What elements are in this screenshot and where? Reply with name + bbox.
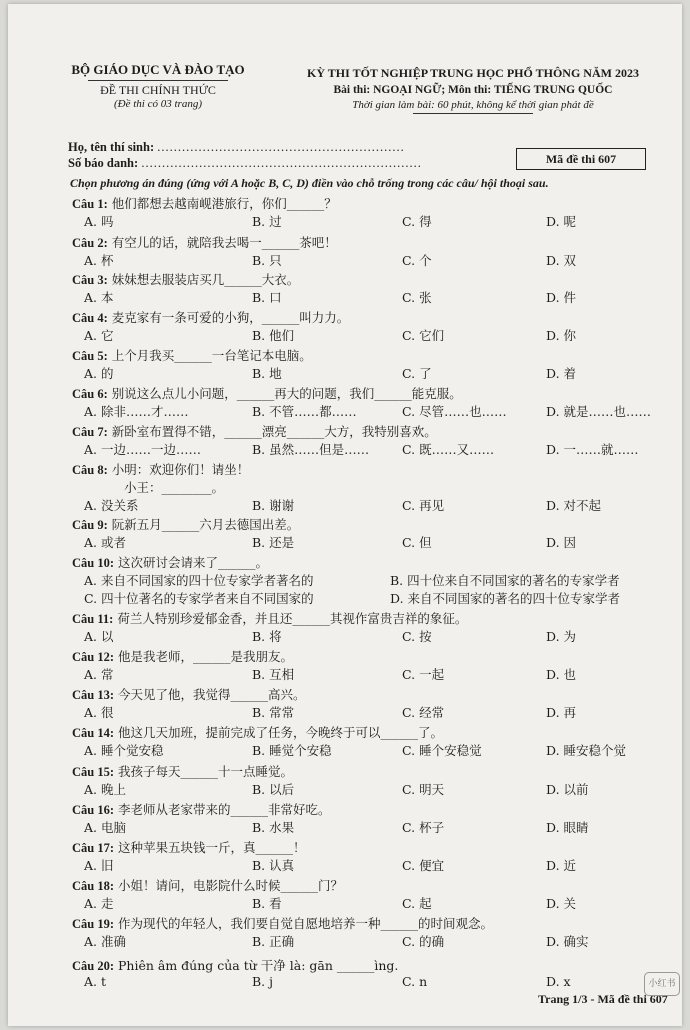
question	[72, 346, 662, 382]
question-stem	[72, 914, 662, 932]
option-c[interactable]: C. 再见	[402, 498, 445, 513]
question-text: 他们都想去越南岘港旅行，你们______？	[111, 196, 337, 211]
question-stem	[72, 956, 662, 974]
option-a[interactable]: A. 它	[84, 328, 114, 343]
option-d[interactable]: D. 着	[546, 366, 577, 381]
question-number: Câu 4:	[72, 311, 108, 325]
option-a[interactable]: A. 一边……一边……	[84, 442, 201, 457]
option-a[interactable]: A. 睡个觉安稳	[84, 743, 164, 758]
option-c[interactable]: C. 得	[402, 214, 432, 229]
option-a[interactable]: A. 电脑	[84, 820, 126, 835]
instruction: Chọn phương án đúng (ứng với A hoặc B, C, D) điền vào chỗ trống trong các câu/ hội thoại sau.	[70, 176, 549, 190]
option-b[interactable]: B. 以后	[252, 782, 295, 797]
question-stem	[72, 460, 662, 478]
question	[72, 800, 662, 836]
question-stem	[72, 422, 662, 440]
option-d[interactable]: D. 为	[546, 629, 577, 644]
option-a[interactable]: A. 旧	[84, 858, 114, 873]
question-stem	[72, 609, 662, 627]
question-number: Câu 6:	[72, 387, 108, 401]
question	[72, 194, 662, 230]
question-number: Câu 2:	[72, 236, 108, 250]
question-text: Phiên âm đúng của từ 干净 là: gān ______ìng.	[118, 958, 399, 973]
question-stem	[72, 647, 662, 665]
question-text: 这次研讨会请来了______。	[118, 555, 269, 570]
question	[72, 685, 662, 721]
question-stem	[72, 194, 662, 212]
dotted-line: ....................................................................	[141, 156, 422, 170]
question-stem	[72, 876, 662, 894]
option-b[interactable]: B. 还是	[252, 535, 295, 550]
exam-code-box: Mã đề thi 607	[516, 148, 646, 170]
option-b[interactable]: B. 正确	[252, 934, 295, 949]
option-c[interactable]: C. 起	[402, 896, 432, 911]
ministry-name: BỘ GIÁO DỤC VÀ ĐÀO TẠO	[71, 62, 245, 77]
question	[72, 762, 662, 798]
question-stem	[72, 384, 662, 402]
exam-page	[8, 4, 682, 1026]
question-number: Câu 1:	[72, 197, 108, 211]
question-text: 有空儿的话，就陪我去喝一______茶吧！	[111, 235, 337, 250]
option-a[interactable]: A. 的	[84, 366, 114, 381]
option-a[interactable]: A. 本	[84, 290, 114, 305]
option-d[interactable]: D. 就是……也……	[546, 404, 652, 419]
option-d[interactable]: D. 双	[546, 253, 577, 268]
option-c[interactable]: C. 了	[402, 366, 432, 381]
option-c[interactable]: C. 的确	[402, 934, 445, 949]
dotted-line: ............................................................	[157, 140, 405, 154]
option-a[interactable]: A. 吗	[84, 214, 114, 229]
question-number: Câu 9:	[72, 518, 108, 532]
divider	[413, 113, 533, 114]
option-d[interactable]: D. 来自不同国家的著名的四十位专家学者	[390, 591, 621, 606]
option-c[interactable]: C. 但	[402, 535, 432, 550]
question	[72, 233, 662, 269]
option-b[interactable]: B. 只	[252, 253, 282, 268]
question	[72, 838, 662, 874]
question-number: Câu 16:	[72, 803, 115, 817]
question	[72, 609, 662, 645]
header-left	[48, 62, 268, 110]
question	[72, 553, 662, 607]
option-b[interactable]: B. 水果	[252, 820, 295, 835]
option-a[interactable]: A. 或者	[84, 535, 126, 550]
option-b[interactable]: B. 不管……都……	[252, 404, 357, 419]
option-c[interactable]: C. 便宜	[402, 858, 445, 873]
question-text: 我孩子每天______十一点睡觉。	[118, 764, 294, 779]
question-number: Câu 5:	[72, 349, 108, 363]
time-limit: Thời gian làm bài: 60 phút, không kể thời gian phát đề	[352, 99, 594, 111]
question-stem	[72, 233, 662, 251]
option-c[interactable]: C. 个	[402, 253, 432, 268]
option-d[interactable]: D. 近	[546, 858, 577, 873]
question	[72, 647, 662, 683]
question-number: Câu 17:	[72, 841, 115, 855]
question-number: Câu 11:	[72, 612, 114, 626]
question-stem	[72, 270, 662, 288]
option-d[interactable]: D. 件	[546, 290, 577, 305]
option-b[interactable]: B. 睡觉个安稳	[252, 743, 332, 758]
option-a[interactable]: A. 常	[84, 667, 114, 682]
candidate-id-field	[68, 156, 422, 171]
option-a[interactable]: A. 以	[84, 629, 114, 644]
header-right	[288, 66, 658, 114]
option-c[interactable]: C. 按	[402, 629, 432, 644]
question-text: 麦克家有一条可爱的小狗，______叫力力。	[111, 310, 350, 325]
option-b[interactable]: B. 虽然……但是……	[252, 442, 370, 457]
candidate-name-label: Họ, tên thí sinh:	[68, 140, 155, 154]
candidate-id-label: Số báo danh:	[68, 156, 139, 170]
question	[72, 270, 662, 306]
option-b[interactable]: B. j	[252, 974, 274, 989]
question-stem	[72, 553, 662, 571]
option-c[interactable]: C. 经常	[402, 705, 445, 720]
question	[72, 914, 662, 950]
question-text: 今天见了他，我觉得______高兴。	[118, 687, 306, 702]
question-text: 妹妹想去服装店买几______大衣。	[111, 272, 300, 287]
official-label: ĐỀ THI CHÍNH THỨC	[100, 83, 216, 97]
question-stem	[72, 346, 662, 364]
exam-title: KỲ THI TỐT NGHIỆP TRUNG HỌC PHỔ THÔNG NĂM 2023	[307, 66, 639, 80]
question-text: 他是我老师，______是我朋友。	[118, 649, 294, 664]
option-d[interactable]: D. 眼睛	[546, 820, 589, 835]
question-stem	[72, 723, 662, 741]
option-a[interactable]: A. 杯	[84, 253, 114, 268]
dialogue-reply: 小王：________。	[124, 480, 225, 495]
option-c[interactable]: C. 尽管……也……	[402, 404, 507, 419]
option-a[interactable]: A. 准确	[84, 934, 126, 949]
option-d[interactable]: D. 对不起	[546, 498, 602, 513]
option-d[interactable]: D. 呢	[546, 214, 577, 229]
option-b[interactable]: B. 他们	[252, 328, 295, 343]
candidate-name-field	[68, 140, 405, 155]
question-number: Câu 3:	[72, 273, 108, 287]
question-stem	[72, 800, 662, 818]
option-b[interactable]: B. 地	[252, 366, 282, 381]
question	[72, 723, 662, 759]
option-b[interactable]: B. 过	[252, 214, 282, 229]
option-d[interactable]: D. 睡安稳个觉	[546, 743, 627, 758]
question-text: 上个月我买______一台笔记本电脑。	[111, 348, 312, 363]
question-stem	[72, 515, 662, 533]
question-text: 他这几天加班，提前完成了任务，今晚终于可以______了。	[118, 725, 444, 740]
question-text: 新卧室布置得不错，______漂亮______大方，我特别喜欢。	[111, 424, 437, 439]
question	[72, 422, 662, 458]
question-stem	[72, 308, 662, 326]
option-a[interactable]: A. 来自不同国家的四十位专家学者著名的	[84, 573, 314, 588]
option-b[interactable]: B. 看	[252, 896, 282, 911]
option-d[interactable]: D. 你	[546, 328, 577, 343]
option-c[interactable]: C. 既……又……	[402, 442, 495, 457]
option-c[interactable]: C. 它们	[402, 328, 445, 343]
option-d[interactable]: D. 一……就……	[546, 442, 639, 457]
option-c[interactable]: C. 明天	[402, 782, 445, 797]
question-number: Câu 15:	[72, 765, 115, 779]
option-d[interactable]: D. 也	[546, 667, 577, 682]
option-d[interactable]: D. 再	[546, 705, 577, 720]
question-number: Câu 20:	[72, 959, 115, 973]
page-footer: Trang 1/3 - Mã đề thi 607	[538, 992, 668, 1006]
question	[72, 956, 662, 992]
question-number: Câu 12:	[72, 650, 115, 664]
question-number: Câu 10:	[72, 556, 115, 570]
option-a[interactable]: A. 很	[84, 705, 114, 720]
option-c[interactable]: C. 一起	[402, 667, 445, 682]
question	[72, 876, 662, 912]
question-text: 这种苹果五块钱一斤，真______！	[118, 840, 306, 855]
option-b[interactable]: B. 互相	[252, 667, 295, 682]
page-count-note: (Đề thi có 03 trang)	[114, 98, 202, 110]
question-stem	[72, 762, 662, 780]
option-a[interactable]: A. 除非……才……	[84, 404, 189, 419]
subject-line: Bài thi: NGOẠI NGỮ; Môn thi: TIẾNG TRUNG QUỐC	[333, 84, 613, 96]
question-number: Câu 18:	[72, 879, 115, 893]
option-b[interactable]: B. 谢谢	[252, 498, 295, 513]
divider	[88, 80, 228, 81]
option-b[interactable]: B. 认真	[252, 858, 295, 873]
question-number: Câu 14:	[72, 726, 115, 740]
question-text: 阮新五月______六月去德国出差。	[111, 517, 300, 532]
question-text: 李老师从老家带来的______非常好吃。	[118, 802, 331, 817]
question-text: 作为现代的年轻人，我们要自觉自愿地培养一种______的时间观念。	[118, 916, 494, 931]
question-stem	[72, 685, 662, 703]
option-a[interactable]: A. 没关系	[84, 498, 139, 513]
option-d[interactable]: D. 关	[546, 896, 577, 911]
question-text: 小姐！请问，电影院什么时候______门？	[118, 878, 344, 893]
option-b[interactable]: B. 四十位来自不同国家的著名的专家学者	[390, 573, 620, 588]
option-c[interactable]: C. n	[402, 974, 428, 989]
option-d[interactable]: D. 以前	[546, 782, 589, 797]
option-b[interactable]: B. 常常	[252, 705, 295, 720]
question	[72, 515, 662, 551]
question	[72, 308, 662, 344]
option-a[interactable]: A. t	[84, 974, 106, 989]
option-c[interactable]: C. 睡个安稳觉	[402, 743, 482, 758]
option-b[interactable]: B. 将	[252, 629, 282, 644]
question-text: 小明：欢迎你们！请坐！	[111, 462, 250, 477]
question-text: 荷兰人特别珍爱郁金香，并且还______其视作富贵吉祥的象征。	[117, 611, 468, 626]
option-d[interactable]: D. x	[546, 974, 571, 989]
question	[72, 460, 662, 514]
question-number: Câu 7:	[72, 425, 108, 439]
question	[72, 384, 662, 420]
question-stem	[72, 838, 662, 856]
option-c[interactable]: C. 张	[402, 290, 432, 305]
question-number: Câu 8:	[72, 463, 108, 477]
option-d[interactable]: D. 因	[546, 535, 577, 550]
option-a[interactable]: A. 走	[84, 896, 114, 911]
watermark-logo: 小红书	[644, 972, 680, 996]
option-a[interactable]: A. 晚上	[84, 782, 126, 797]
question-number: Câu 19:	[72, 917, 115, 931]
option-d[interactable]: D. 确实	[546, 934, 589, 949]
question-text: 别说这么点儿小问题，______再大的问题，我们______能克服。	[111, 386, 462, 401]
option-c[interactable]: C. 四十位著名的专家学者来自不同国家的	[84, 591, 314, 606]
question-number: Câu 13:	[72, 688, 115, 702]
option-b[interactable]: B. 口	[252, 290, 282, 305]
option-c[interactable]: C. 杯子	[402, 820, 445, 835]
